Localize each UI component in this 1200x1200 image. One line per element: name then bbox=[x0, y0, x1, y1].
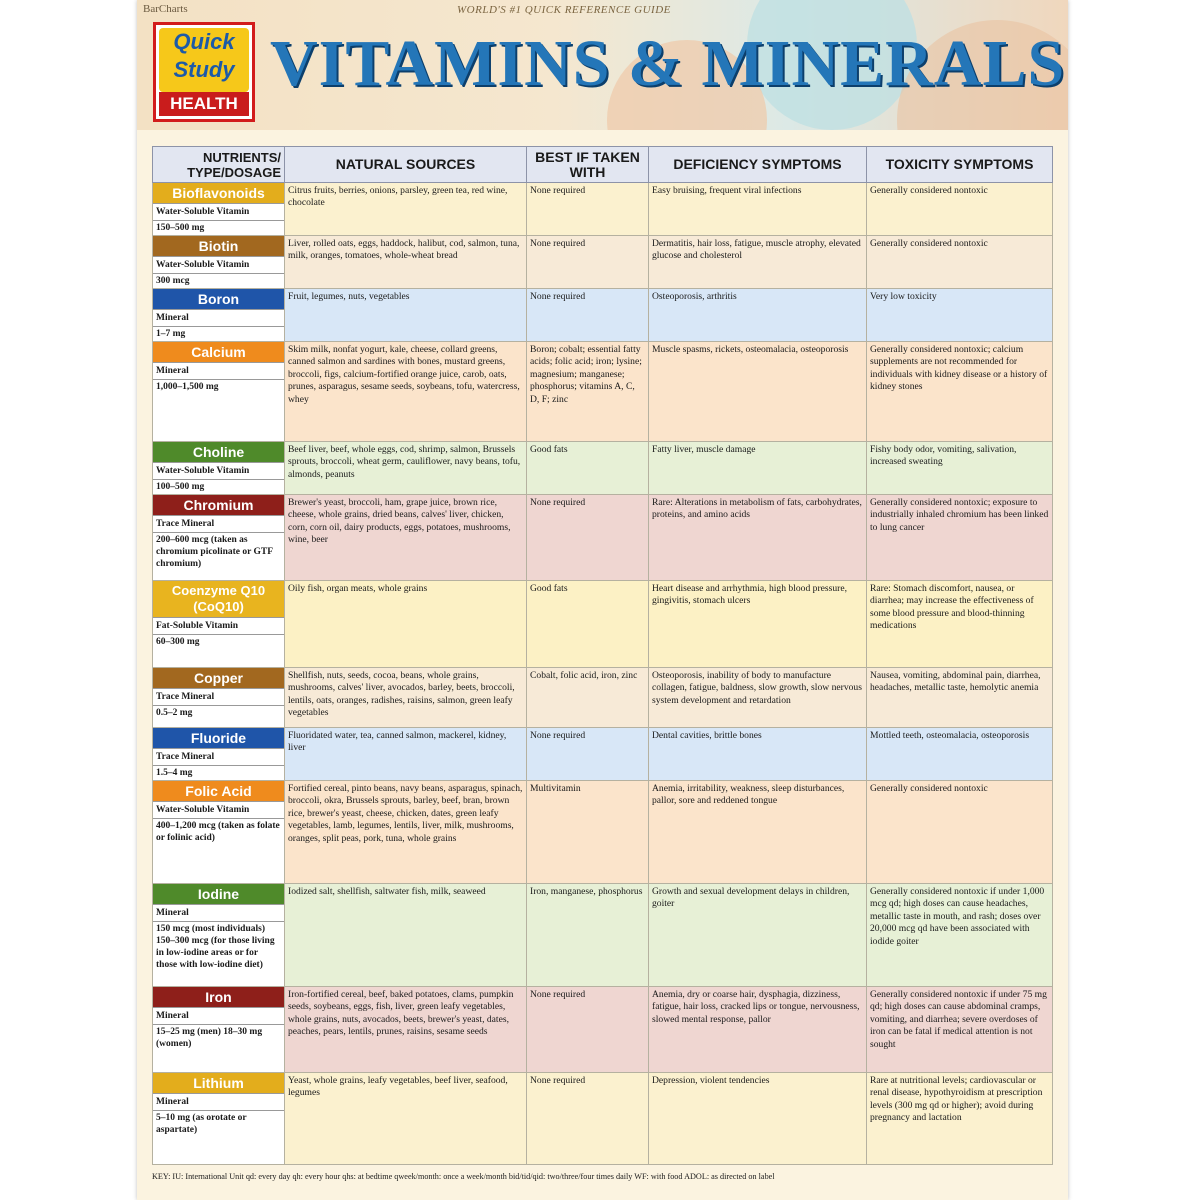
nutrient-type: Mineral bbox=[153, 362, 284, 379]
page-title: VITAMINS & MINERALS bbox=[270, 27, 1066, 100]
best-taken-with-cell: None required bbox=[527, 495, 649, 581]
quickstudy-logo bbox=[153, 22, 255, 122]
nutrient-type: Mineral bbox=[153, 1007, 284, 1024]
deficiency-cell: Easy bruising, frequent viral infections bbox=[649, 183, 867, 236]
logo-badge bbox=[159, 28, 249, 92]
toxicity-cell: Mottled teeth, osteomalacia, osteoporosis bbox=[867, 728, 1053, 781]
toxicity-cell: Generally considered nontoxic; exposure to industrially inhaled chromium has been linked to lung cancer bbox=[867, 495, 1053, 581]
natural-sources-cell: Liver, rolled oats, eggs, haddock, halibut, cod, salmon, tuna, milk, oranges, tomatoes, whole-wheat bread bbox=[285, 236, 527, 289]
nutrient-name: Bioflavonoids bbox=[153, 183, 284, 203]
deficiency-cell: Growth and sexual development delays in children, goiter bbox=[649, 884, 867, 987]
deficiency-cell: Anemia, irritability, weakness, sleep disturbances, pallor, sore and reddened tongue bbox=[649, 781, 867, 884]
nutrient-cell bbox=[153, 884, 285, 987]
deficiency-cell: Anemia, dry or coarse hair, dysphagia, dizziness, fatigue, hair loss, cracked lips or tongue, nervousness, slowed mental response, pallor bbox=[649, 987, 867, 1073]
nutrient-dosage: 100–500 mg bbox=[153, 479, 284, 494]
nutrient-cell bbox=[153, 183, 285, 236]
nutrient-cell bbox=[153, 289, 285, 342]
best-taken-with-cell: Multivitamin bbox=[527, 781, 649, 884]
best-taken-with-cell: None required bbox=[527, 987, 649, 1073]
toxicity-cell: Generally considered nontoxic bbox=[867, 781, 1053, 884]
table-row bbox=[153, 342, 1053, 442]
reference-sheet bbox=[137, 0, 1068, 1200]
nutrient-name: Iron bbox=[153, 987, 284, 1007]
natural-sources-cell: Fruit, legumes, nuts, vegetables bbox=[285, 289, 527, 342]
nutrient-type: Water-Soluble Vitamin bbox=[153, 462, 284, 479]
table-row bbox=[153, 884, 1053, 987]
natural-sources-cell: Fluoridated water, tea, canned salmon, mackerel, kidney, liver bbox=[285, 728, 527, 781]
nutrient-dosage: 60–300 mg bbox=[153, 634, 284, 649]
toxicity-cell: Rare: Stomach discomfort, nausea, or diarrhea; may increase the effectiveness of some blood pressure and blood-thinning medications bbox=[867, 581, 1053, 668]
table-row bbox=[153, 987, 1053, 1073]
nutrient-cell bbox=[153, 442, 285, 495]
table-row bbox=[153, 581, 1053, 668]
best-taken-with-cell: None required bbox=[527, 289, 649, 342]
natural-sources-cell: Iodized salt, shellfish, saltwater fish, milk, seaweed bbox=[285, 884, 527, 987]
header-banner bbox=[137, 0, 1068, 130]
nutrient-dosage: 200–600 mcg (taken as chromium picolinate or GTF chromium) bbox=[153, 532, 284, 571]
best-taken-with-cell: None required bbox=[527, 1073, 649, 1165]
nutrient-dosage: 300 mcg bbox=[153, 273, 284, 288]
nutrient-name: Choline bbox=[153, 442, 284, 462]
nutrient-cell bbox=[153, 668, 285, 728]
toxicity-cell: Generally considered nontoxic bbox=[867, 236, 1053, 289]
toxicity-cell: Generally considered nontoxic if under 1,000 mcg qd; high doses can cause headaches, metallic taste in mouth, and rash; doses over 20,000 mcg qd have been associated with iodide goiter bbox=[867, 884, 1053, 987]
deficiency-cell: Muscle spasms, rickets, osteomalacia, osteoporosis bbox=[649, 342, 867, 442]
natural-sources-cell: Iron-fortified cereal, beef, baked potatoes, clams, pumpkin seeds, soybeans, eggs, fish, liver, green leafy vegetables, whole grains, nuts, avocados, beets, brewer's yeast, dates, peaches, pears, lentils, prunes, raisins, sesame seeds bbox=[285, 987, 527, 1073]
column-header: DEFICIENCY SYMPTOMS bbox=[649, 147, 867, 183]
toxicity-cell: Rare at nutritional levels; cardiovascular or renal disease, hypothyroidism at prescription levels (300 mg qd or higher); avoid during pregnancy and lactation bbox=[867, 1073, 1053, 1165]
toxicity-cell: Generally considered nontoxic; calcium supplements are not recommended for individuals with kidney disease or a history of kidney stones bbox=[867, 342, 1053, 442]
natural-sources-cell: Skim milk, nonfat yogurt, kale, cheese, collard greens, canned salmon and sardines with bones, mustard greens, broccoli, figs, calcium-fortified orange juice, carob, oats, prunes, asparagus, sesame seeds, soybeans, tofu, watercress, whey bbox=[285, 342, 527, 442]
nutrient-name: Iodine bbox=[153, 884, 284, 904]
toxicity-cell: Very low toxicity bbox=[867, 289, 1053, 342]
nutrient-cell bbox=[153, 495, 285, 581]
nutrient-type: Trace Mineral bbox=[153, 688, 284, 705]
best-taken-with-cell: Iron, manganese, phosphorus bbox=[527, 884, 649, 987]
nutrient-type: Water-Soluble Vitamin bbox=[153, 256, 284, 273]
nutrient-cell bbox=[153, 728, 285, 781]
toxicity-cell: Nausea, vomiting, abdominal pain, diarrhea, headaches, metallic taste, hemolytic anemia bbox=[867, 668, 1053, 728]
toxicity-cell: Generally considered nontoxic if under 75 mg qd; high doses can cause abdominal cramps, vomiting, and diarrhea; severe overdoses of iron can be fatal if medical attention is not sought bbox=[867, 987, 1053, 1073]
nutrient-dosage: 1,000–1,500 mg bbox=[153, 379, 284, 394]
nutrient-name: Folic Acid bbox=[153, 781, 284, 801]
table-row bbox=[153, 183, 1053, 236]
guide-tagline: WORLD'S #1 QUICK REFERENCE GUIDE bbox=[457, 4, 671, 16]
table-header-row bbox=[153, 147, 1053, 183]
column-header: NUTRIENTS/ TYPE/DOSAGE bbox=[153, 147, 285, 183]
deficiency-cell: Rare: Alterations in metabolism of fats, carbohydrates, proteins, and amino acids bbox=[649, 495, 867, 581]
table-row bbox=[153, 495, 1053, 581]
table-row bbox=[153, 289, 1053, 342]
natural-sources-cell: Citrus fruits, berries, onions, parsley, green tea, red wine, chocolate bbox=[285, 183, 527, 236]
nutrient-type: Mineral bbox=[153, 1093, 284, 1110]
logo-line1: Quick bbox=[173, 29, 235, 54]
nutrient-name: Lithium bbox=[153, 1073, 284, 1093]
deficiency-cell: Dermatitis, hair loss, fatigue, muscle atrophy, elevated glucose and cholesterol bbox=[649, 236, 867, 289]
toxicity-cell: Generally considered nontoxic bbox=[867, 183, 1053, 236]
nutrient-name: Copper bbox=[153, 668, 284, 688]
nutrient-type: Trace Mineral bbox=[153, 748, 284, 765]
best-taken-with-cell: Good fats bbox=[527, 581, 649, 668]
column-header: NATURAL SOURCES bbox=[285, 147, 527, 183]
logo-line2: Study bbox=[173, 57, 235, 82]
nutrient-dosage: 1–7 mg bbox=[153, 326, 284, 341]
best-taken-with-cell: None required bbox=[527, 236, 649, 289]
natural-sources-cell: Oily fish, organ meats, whole grains bbox=[285, 581, 527, 668]
column-header: BEST IF TAKEN WITH bbox=[527, 147, 649, 183]
nutrient-dosage: 15–25 mg (men) 18–30 mg (women) bbox=[153, 1024, 284, 1051]
nutrient-type: Fat-Soluble Vitamin bbox=[153, 617, 284, 634]
best-taken-with-cell: Cobalt, folic acid, iron, zinc bbox=[527, 668, 649, 728]
publisher-name: BarCharts bbox=[143, 3, 188, 15]
nutrient-type: Water-Soluble Vitamin bbox=[153, 801, 284, 818]
deficiency-cell: Dental cavities, brittle bones bbox=[649, 728, 867, 781]
nutrient-name: Coenzyme Q10 (CoQ10) bbox=[153, 581, 284, 617]
nutrient-cell bbox=[153, 342, 285, 442]
table-row bbox=[153, 668, 1053, 728]
nutrient-cell bbox=[153, 1073, 285, 1165]
nutrient-cell bbox=[153, 987, 285, 1073]
table-row bbox=[153, 442, 1053, 495]
best-taken-with-cell: None required bbox=[527, 183, 649, 236]
table-body bbox=[153, 183, 1053, 1165]
nutrient-cell bbox=[153, 236, 285, 289]
table-row bbox=[153, 781, 1053, 884]
nutrient-cell bbox=[153, 581, 285, 668]
nutrient-dosage: 5–10 mg (as orotate or aspartate) bbox=[153, 1110, 284, 1137]
natural-sources-cell: Fortified cereal, pinto beans, navy beans, asparagus, spinach, broccoli, okra, Brussels sprouts, barley, beef, bran, brown rice, brewer's yeast, cheese, chicken, dates, green leafy vegetables, lamb, legumes, lentils, liver, milk, mushrooms, oranges, split peas, pork, tuna, whole grains bbox=[285, 781, 527, 884]
deficiency-cell: Osteoporosis, arthritis bbox=[649, 289, 867, 342]
nutrient-name: Biotin bbox=[153, 236, 284, 256]
toxicity-cell: Fishy body odor, vomiting, salivation, increased sweating bbox=[867, 442, 1053, 495]
nutrient-name: Chromium bbox=[153, 495, 284, 515]
best-taken-with-cell: None required bbox=[527, 728, 649, 781]
deficiency-cell: Depression, violent tendencies bbox=[649, 1073, 867, 1165]
nutrient-name: Boron bbox=[153, 289, 284, 309]
table-row bbox=[153, 728, 1053, 781]
natural-sources-cell: Brewer's yeast, broccoli, ham, grape juice, brown rice, cheese, whole grains, dried beans, calves' liver, chicken, corn, corn oil, dairy products, eggs, potatoes, mushrooms, wine, beer bbox=[285, 495, 527, 581]
nutrient-dosage: 0.5–2 mg bbox=[153, 705, 284, 720]
table-row bbox=[153, 1073, 1053, 1165]
deficiency-cell: Osteoporosis, inability of body to manufacture collagen, fatigue, baldness, slow growth, slow nervous system development and retardation bbox=[649, 668, 867, 728]
natural-sources-cell: Yeast, whole grains, leafy vegetables, beef liver, seafood, legumes bbox=[285, 1073, 527, 1165]
logo-category: HEALTH bbox=[159, 92, 249, 116]
nutrient-dosage: 150–500 mg bbox=[153, 220, 284, 235]
column-header: TOXICITY SYMPTOMS bbox=[867, 147, 1053, 183]
nutrient-name: Fluoride bbox=[153, 728, 284, 748]
nutrient-dosage: 150 mcg (most individuals) 150–300 mcg (for those living in low-iodine areas or for those with low-iodine diet) bbox=[153, 921, 284, 972]
nutrient-dosage: 1.5–4 mg bbox=[153, 765, 284, 780]
abbreviation-key: KEY: IU: International Unit qd: every day qh: every hour qhs: at bedtime qweek/month: once a week/month bid/tid/qid: two/three/four times daily WF: with food ADOL: as directed on label bbox=[152, 1172, 775, 1181]
nutrient-type: Mineral bbox=[153, 309, 284, 326]
best-taken-with-cell: Boron; cobalt; essential fatty acids; folic acid; iron; lysine; magnesium; manganese; phosphorus; vitamins A, C, D, F; zinc bbox=[527, 342, 649, 442]
best-taken-with-cell: Good fats bbox=[527, 442, 649, 495]
nutrient-cell bbox=[153, 781, 285, 884]
deficiency-cell: Fatty liver, muscle damage bbox=[649, 442, 867, 495]
deficiency-cell: Heart disease and arrhythmia, high blood pressure, gingivitis, stomach ulcers bbox=[649, 581, 867, 668]
nutrient-type: Mineral bbox=[153, 904, 284, 921]
nutrient-dosage: 400–1,200 mcg (taken as folate or folinic acid) bbox=[153, 818, 284, 845]
natural-sources-cell: Beef liver, beef, whole eggs, cod, shrimp, salmon, Brussels sprouts, broccoli, wheat germ, cauliflower, navy beans, tofu, almonds, peanuts bbox=[285, 442, 527, 495]
table-row bbox=[153, 236, 1053, 289]
natural-sources-cell: Shellfish, nuts, seeds, cocoa, beans, whole grains, mushrooms, calves' liver, avocados, barley, beets, broccoli, lentils, oats, oranges, radishes, raisins, salmon, green leafy vegetables bbox=[285, 668, 527, 728]
nutrient-name: Calcium bbox=[153, 342, 284, 362]
nutrient-type: Trace Mineral bbox=[153, 515, 284, 532]
nutrients-table bbox=[152, 146, 1053, 1165]
nutrient-type: Water-Soluble Vitamin bbox=[153, 203, 284, 220]
